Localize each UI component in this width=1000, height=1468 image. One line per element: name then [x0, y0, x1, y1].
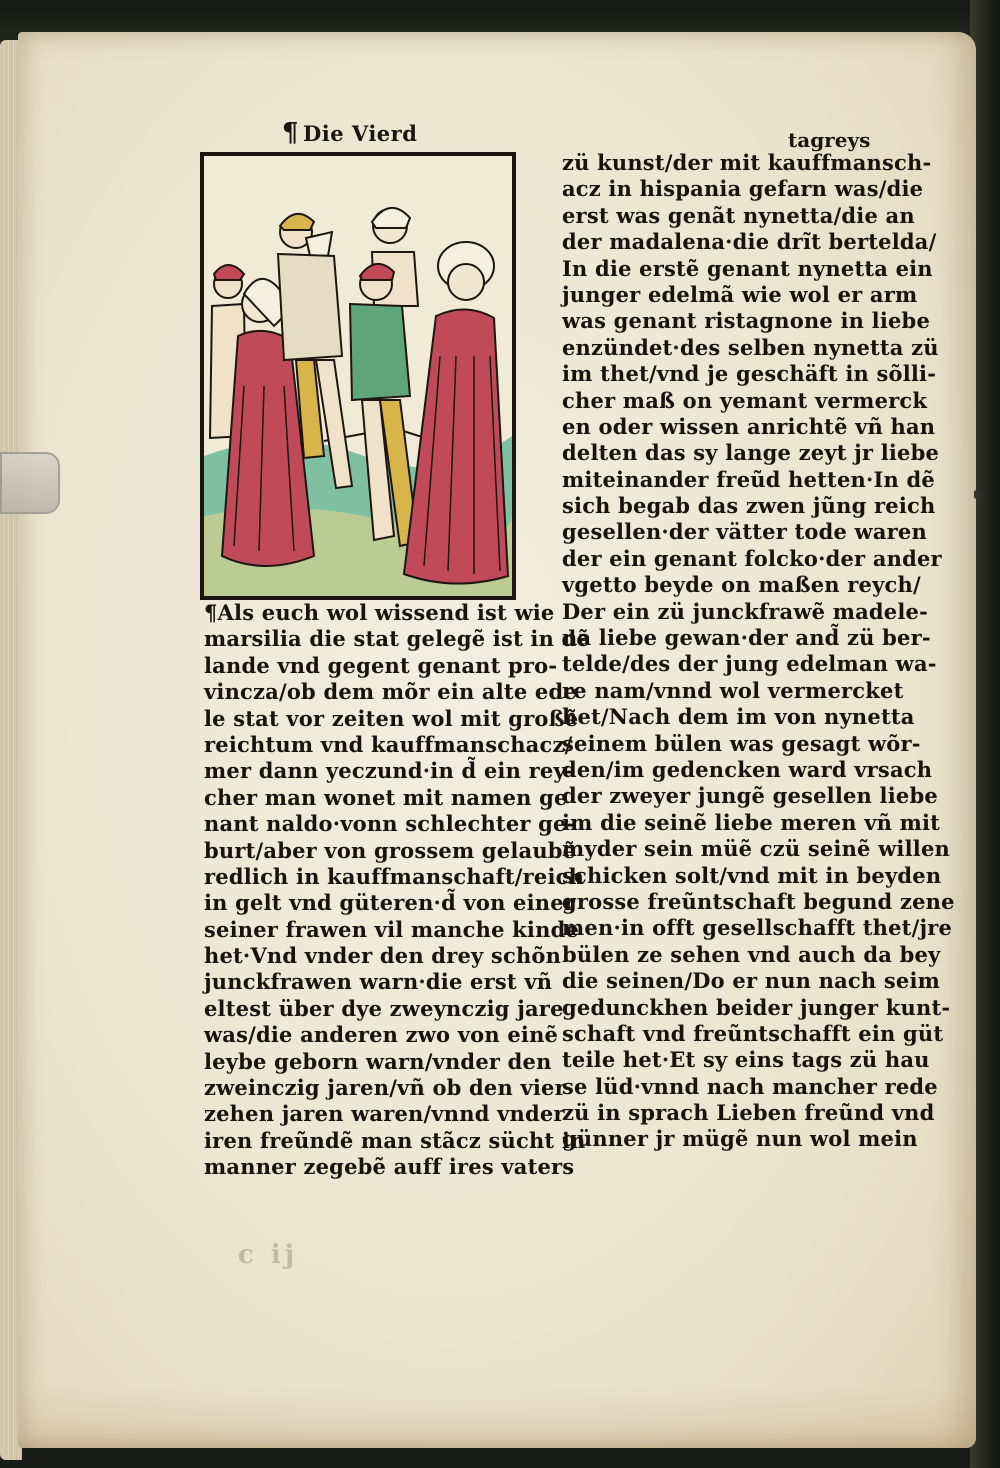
text-line: zehen jaren waren/vnnd vnder: [204, 1101, 565, 1127]
text-line: seiner frawen vil manche kinde: [204, 916, 580, 942]
text-line: en oder wissen anrichtẽ vñ han: [562, 413, 936, 439]
text-line: acz in hispania gefarn was/die: [562, 176, 924, 202]
text-line: junger edelmã wie wol er arm: [562, 281, 918, 307]
text-line: junckfrawen warn·die erst vñ: [204, 969, 553, 995]
text-line: men·in offt gesellschafft thet/jre: [562, 915, 953, 941]
text-line: nant naldo·vonn schlechter ge-: [204, 811, 576, 837]
woodcut-illustration: [200, 152, 516, 600]
text-line: was/die anderen zwo von einẽ: [204, 1022, 559, 1048]
text-line: was genant ristagnone in liebe: [562, 308, 931, 334]
text-line: der ein genant folcko·der ander: [562, 545, 942, 571]
text-line: le stat vor zeiten wol mit großẽ: [204, 705, 579, 731]
text-line: cher maß on yemant vermerck: [562, 387, 928, 413]
text-line: In die erstẽ genant nynetta ein: [562, 255, 933, 281]
text-line: vincza/ob dem mõr ein alte ede: [204, 679, 577, 705]
page-clip: [0, 452, 60, 514]
text-line: der madalena·die drĩt bertelda/: [562, 229, 937, 255]
text-line: der zweyer jungẽ gesellen liebe: [562, 783, 938, 809]
text-line: schicken solt/vnd mit in beyden: [562, 862, 942, 888]
text-line: zü kunst/der mit kauffmansch-: [562, 150, 932, 175]
text-line: na liebe gewan·der and̃ zü ber-: [562, 625, 931, 651]
text-line: het·Vnd vnder den drey schõn: [204, 943, 562, 969]
running-head-text: Die Vierd: [303, 121, 418, 146]
catchword: tagreys: [788, 128, 871, 152]
text-line: im thet/vnd je geschäft in sõlli-: [562, 361, 937, 387]
right-text-column: [562, 150, 955, 1153]
text-line: gesellen·der vätter tode waren: [562, 519, 927, 545]
left-text-column: [204, 600, 590, 1181]
text-line: reichtum vnd kauffmanschacz/: [204, 731, 573, 757]
figure-woman-right: [404, 242, 508, 584]
text-line: het/Nach dem im von nynetta: [562, 704, 915, 730]
text-line: lande vnd gegent genant pro-: [204, 652, 558, 678]
text-line: grosse freũntschaft begund zene: [562, 888, 955, 914]
text-line: die seinen/Do er nun nach seim: [562, 968, 941, 994]
text-line: zweinczig jaren/vñ ob den vier: [204, 1075, 566, 1101]
signature-mark: c ij: [238, 1240, 299, 1270]
text-line: teile het·Et sy eins tags zü hau: [562, 1047, 930, 1073]
text-line: mer dann yeczund·in d̃ ein rey-: [204, 758, 575, 784]
text-line: redlich in kauffmanschaft/reich: [204, 863, 585, 889]
text-line: miteinander freũd hetten·In dẽ: [562, 466, 935, 492]
text-line: erst was genãt nynetta/die an: [562, 202, 915, 228]
text-line: Der ein zü junckfrawẽ madele-: [562, 598, 929, 624]
paragraph-mark: ¶: [282, 118, 300, 148]
text-line: gedunckhen beider junger kunt-: [562, 994, 951, 1020]
page-mark: [974, 490, 979, 499]
text-line: leybe geborn warn/vnder den: [204, 1048, 552, 1074]
text-line: günner jr mügẽ nun wol mein: [562, 1126, 918, 1152]
text-line: zü in sprach Lieben freũnd vnd: [562, 1100, 935, 1126]
text-line: ¶Als euch wol wissend ist wie: [204, 600, 555, 625]
text-line: telde/des der jung edelman wa-: [562, 651, 937, 677]
page-shadow: [18, 1388, 976, 1448]
text-line: vgetto beyde on maßen reych/: [562, 572, 921, 598]
text-line: re nam/vnnd wol vermercket: [562, 677, 904, 703]
text-line: enzündet·des selben nynetta zü: [562, 334, 939, 360]
text-line: delten das sy lange zeyt jr liebe: [562, 440, 940, 466]
text-line: im die seinẽ liebe meren vñ mit: [562, 809, 941, 835]
text-line: sich begab das zwen jũng reich: [562, 493, 936, 519]
running-head: [282, 118, 417, 148]
text-line: schaft vnd freũntschafft ein güt: [562, 1020, 944, 1046]
woodcut-figures: [204, 156, 512, 596]
text-line: den/im gedencken ward vrsach: [562, 756, 933, 782]
text-line: in gelt vnd güteren·d̃ von einer: [204, 890, 576, 916]
text-line: eltest über dye zweynczig jare: [204, 995, 564, 1021]
text-line: se lüd·vnnd nach mancher rede: [562, 1073, 938, 1099]
text-line: iren freũndẽ man stãcz sücht in: [204, 1127, 586, 1153]
text-line: bülen ze sehen vnd auch da bey: [562, 941, 941, 967]
text-line: seinem bülen was gesagt wõr-: [562, 730, 921, 756]
text-line: myder sein müẽ czü seinẽ willen: [562, 836, 950, 862]
text-line: marsilia die stat gelegẽ ist in dẽ: [204, 626, 590, 652]
text-line: manner zegebẽ auff ires vaters: [204, 1154, 575, 1180]
text-line: burt/aber von grossem gelaubẽ: [204, 837, 577, 863]
text-line: cher man wonet mit namen ge: [204, 784, 568, 810]
